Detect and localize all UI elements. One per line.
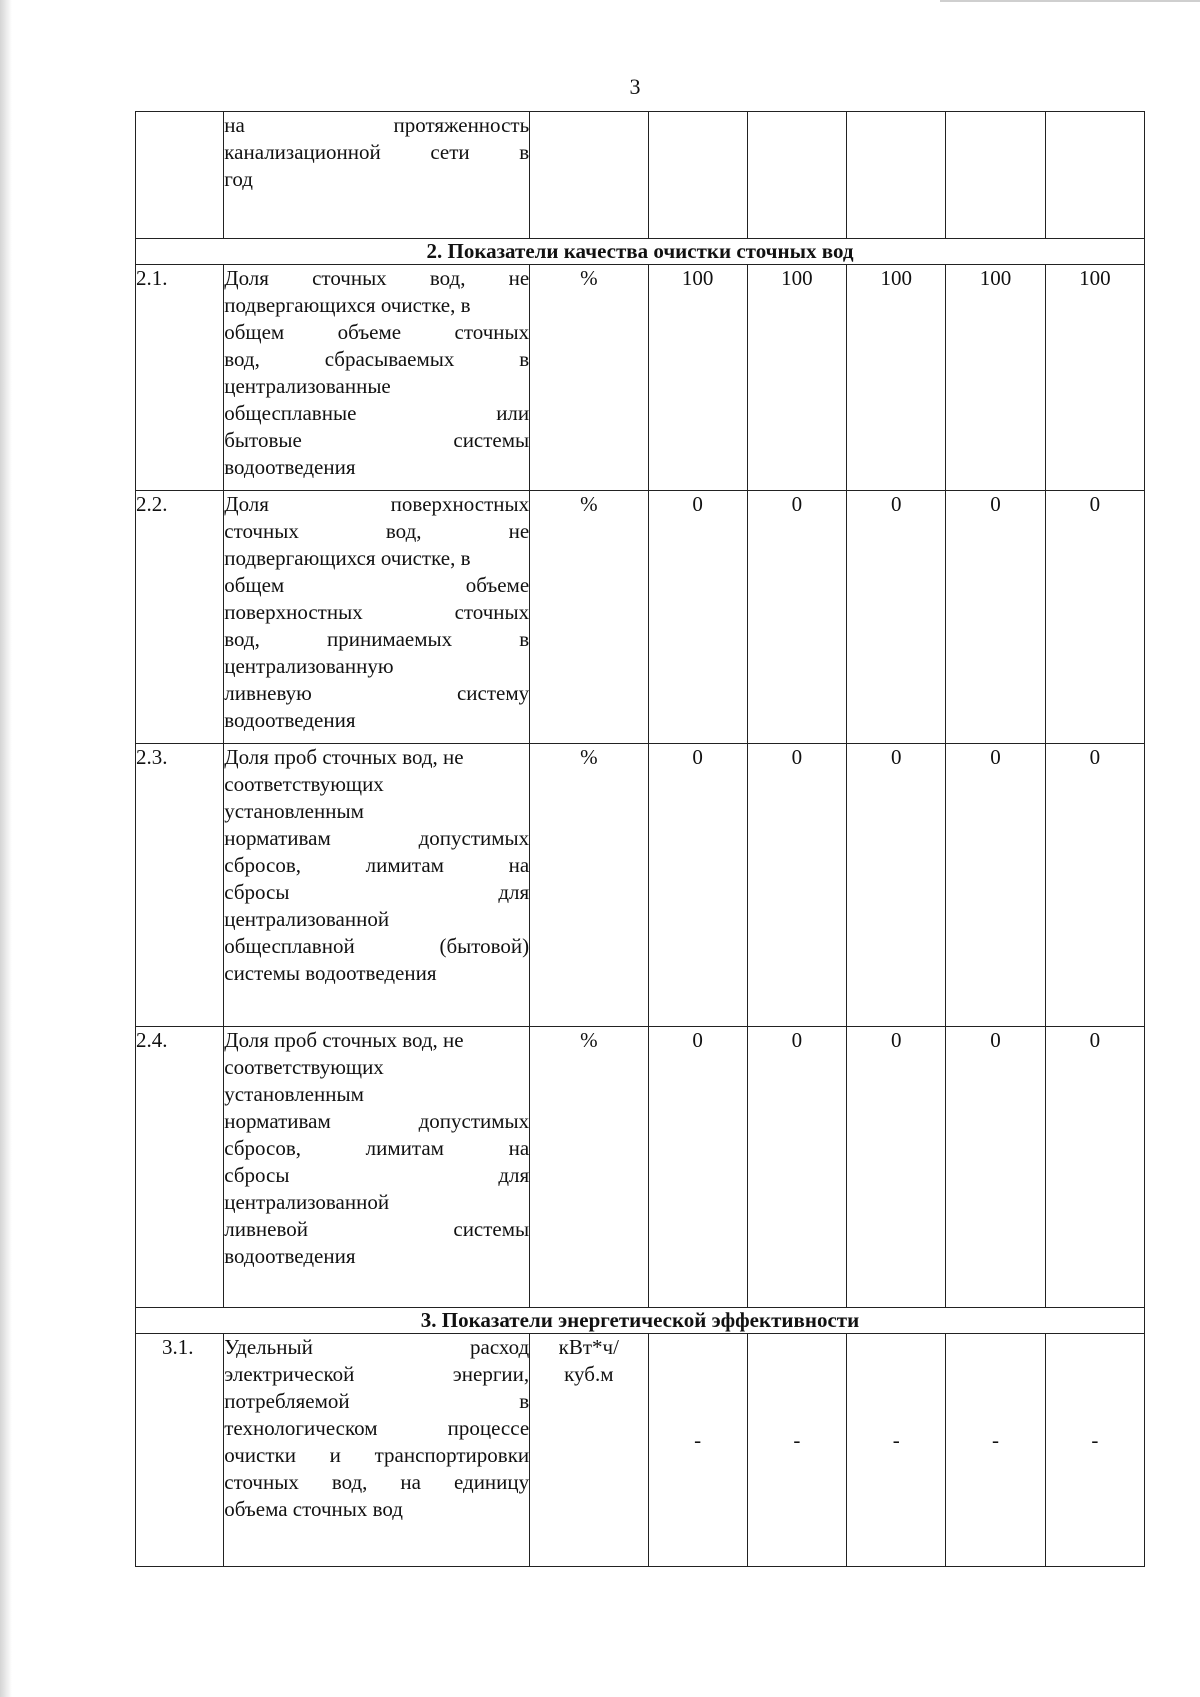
name-line: сбросы для <box>224 1163 530 1187</box>
name-line: установленным <box>224 1082 364 1106</box>
name-line: системы водоотведения <box>224 961 437 985</box>
value-cell <box>648 112 747 239</box>
name-line: потребляемой в <box>224 1389 530 1413</box>
name-line: объема сточных вод <box>224 1497 403 1521</box>
name-line: поверхностных сточных <box>224 600 530 624</box>
value-cell: 0 <box>1045 1027 1144 1308</box>
value-cell: 0 <box>648 744 747 1027</box>
name-line: общесплавной (бытовой) <box>224 934 530 958</box>
name-line: общем объеме сточных <box>224 320 530 344</box>
name-line: водоотведения <box>224 708 356 732</box>
value-cell <box>747 112 846 239</box>
unit-cell: % <box>530 744 648 1027</box>
name-line: соответствующих <box>224 1055 384 1079</box>
value-cell: 0 <box>747 491 846 744</box>
value-dash: - <box>694 1427 702 1452</box>
table-row-continuation <box>136 112 1145 239</box>
name-line: нормативам допустимых <box>224 1109 530 1133</box>
name-line: канализационной сети в <box>224 140 530 164</box>
section-header-row <box>136 239 1145 265</box>
name-line: водоотведения <box>224 1244 356 1268</box>
table-row <box>136 265 1145 491</box>
value-cell <box>747 1334 846 1567</box>
value-cell: 0 <box>648 491 747 744</box>
row-number: 2.3. <box>136 744 224 1027</box>
value-cell: 0 <box>1045 491 1144 744</box>
scan-shadow-edge <box>0 0 12 1697</box>
page-number: 3 <box>629 74 641 99</box>
indicator-name-cell <box>224 1334 530 1567</box>
name-line: год <box>224 167 253 191</box>
value-cell: 100 <box>847 265 946 491</box>
value-cell: 0 <box>847 1027 946 1308</box>
name-line: сбросы для <box>224 880 530 904</box>
section-title: 3. Показатели энергетической эффективности <box>136 1308 1145 1334</box>
name-line: Доля поверхностных <box>224 492 530 516</box>
value-dash: - <box>892 1427 900 1452</box>
name-line: централизованную <box>224 654 394 678</box>
value-dash: - <box>991 1427 999 1452</box>
value-dash: - <box>1091 1427 1099 1452</box>
value-cell: 100 <box>648 265 747 491</box>
table-row <box>136 491 1145 744</box>
name-line: водоотведения <box>224 455 356 479</box>
unit-cell <box>530 112 648 239</box>
indicator-name-cell <box>224 112 530 239</box>
value-cell <box>1045 112 1144 239</box>
name-line: электрической энергии, <box>224 1362 530 1386</box>
scan-top-line <box>940 0 1200 2</box>
value-cell: 0 <box>946 491 1045 744</box>
unit-cell: % <box>530 265 648 491</box>
value-cell: 0 <box>747 1027 846 1308</box>
name-line: общем объеме <box>224 573 530 597</box>
indicator-name-cell <box>224 491 530 744</box>
value-cell: 100 <box>946 265 1045 491</box>
name-line: бытовые системы <box>224 428 530 452</box>
name-line: централизованной <box>224 1190 390 1214</box>
unit-cell: % <box>530 1027 648 1308</box>
name-line: на протяженность <box>224 113 530 137</box>
value-cell: 0 <box>648 1027 747 1308</box>
value-dash: - <box>793 1427 801 1452</box>
name-line: ливневой системы <box>224 1217 530 1241</box>
row-number: 2.1. <box>136 265 224 491</box>
value-cell: 0 <box>847 744 946 1027</box>
value-cell <box>648 1334 747 1567</box>
name-line: технологическом процессе <box>224 1416 530 1440</box>
value-cell: 0 <box>1045 744 1144 1027</box>
name-line: вод, сбрасываемых в <box>224 347 530 371</box>
value-cell <box>847 1334 946 1567</box>
indicators-table <box>135 111 1145 1567</box>
table-row <box>136 1334 1145 1567</box>
name-line: вод, принимаемых в <box>224 627 530 651</box>
row-number: 2.4. <box>136 1027 224 1308</box>
num-cell <box>136 112 224 239</box>
value-cell: 100 <box>747 265 846 491</box>
name-line: централизованные <box>224 374 391 398</box>
value-cell <box>946 112 1045 239</box>
indicator-name-cell <box>224 744 530 1027</box>
table-row <box>136 744 1145 1027</box>
value-cell: 0 <box>946 1027 1045 1308</box>
value-cell: 0 <box>747 744 846 1027</box>
name-line: Удельный расход <box>224 1335 530 1359</box>
name-line: централизованной <box>224 907 390 931</box>
indicator-name-cell <box>224 265 530 491</box>
value-cell <box>1045 1334 1144 1567</box>
name-line: сбросов, лимитам на <box>224 1136 530 1160</box>
name-line: сточных вод, не <box>224 519 530 543</box>
section-header-row <box>136 1308 1145 1334</box>
value-cell: 0 <box>847 491 946 744</box>
name-line: Доля проб сточных вод, не <box>224 745 464 769</box>
name-line: общесплавные или <box>224 401 530 425</box>
value-cell <box>946 1334 1045 1567</box>
name-line: нормативам допустимых <box>224 826 530 850</box>
row-number: 2.2. <box>136 491 224 744</box>
name-line: соответствующих <box>224 772 384 796</box>
name-line: подвергающихся очистке, в <box>224 293 471 317</box>
row-number: 3.1. <box>136 1334 224 1567</box>
table-row <box>136 1027 1145 1308</box>
value-cell: 100 <box>1045 265 1144 491</box>
name-line: Доля сточных вод, не <box>224 266 530 290</box>
unit-cell: кВт*ч/ куб.м <box>530 1334 648 1567</box>
section-title: 2. Показатели качества очистки сточных вод <box>136 239 1145 265</box>
name-line: сбросов, лимитам на <box>224 853 530 877</box>
name-line: очистки и транспортировки <box>224 1443 530 1467</box>
name-line: подвергающихся очистке, в <box>224 546 471 570</box>
name-line: установленным <box>224 799 364 823</box>
name-line: ливневую систему <box>224 681 530 705</box>
unit-cell: % <box>530 491 648 744</box>
name-line: сточных вод, на единицу <box>224 1470 530 1494</box>
indicator-name-cell <box>224 1027 530 1308</box>
name-line: Доля проб сточных вод, не <box>224 1028 464 1052</box>
value-cell: 0 <box>946 744 1045 1027</box>
value-cell <box>847 112 946 239</box>
